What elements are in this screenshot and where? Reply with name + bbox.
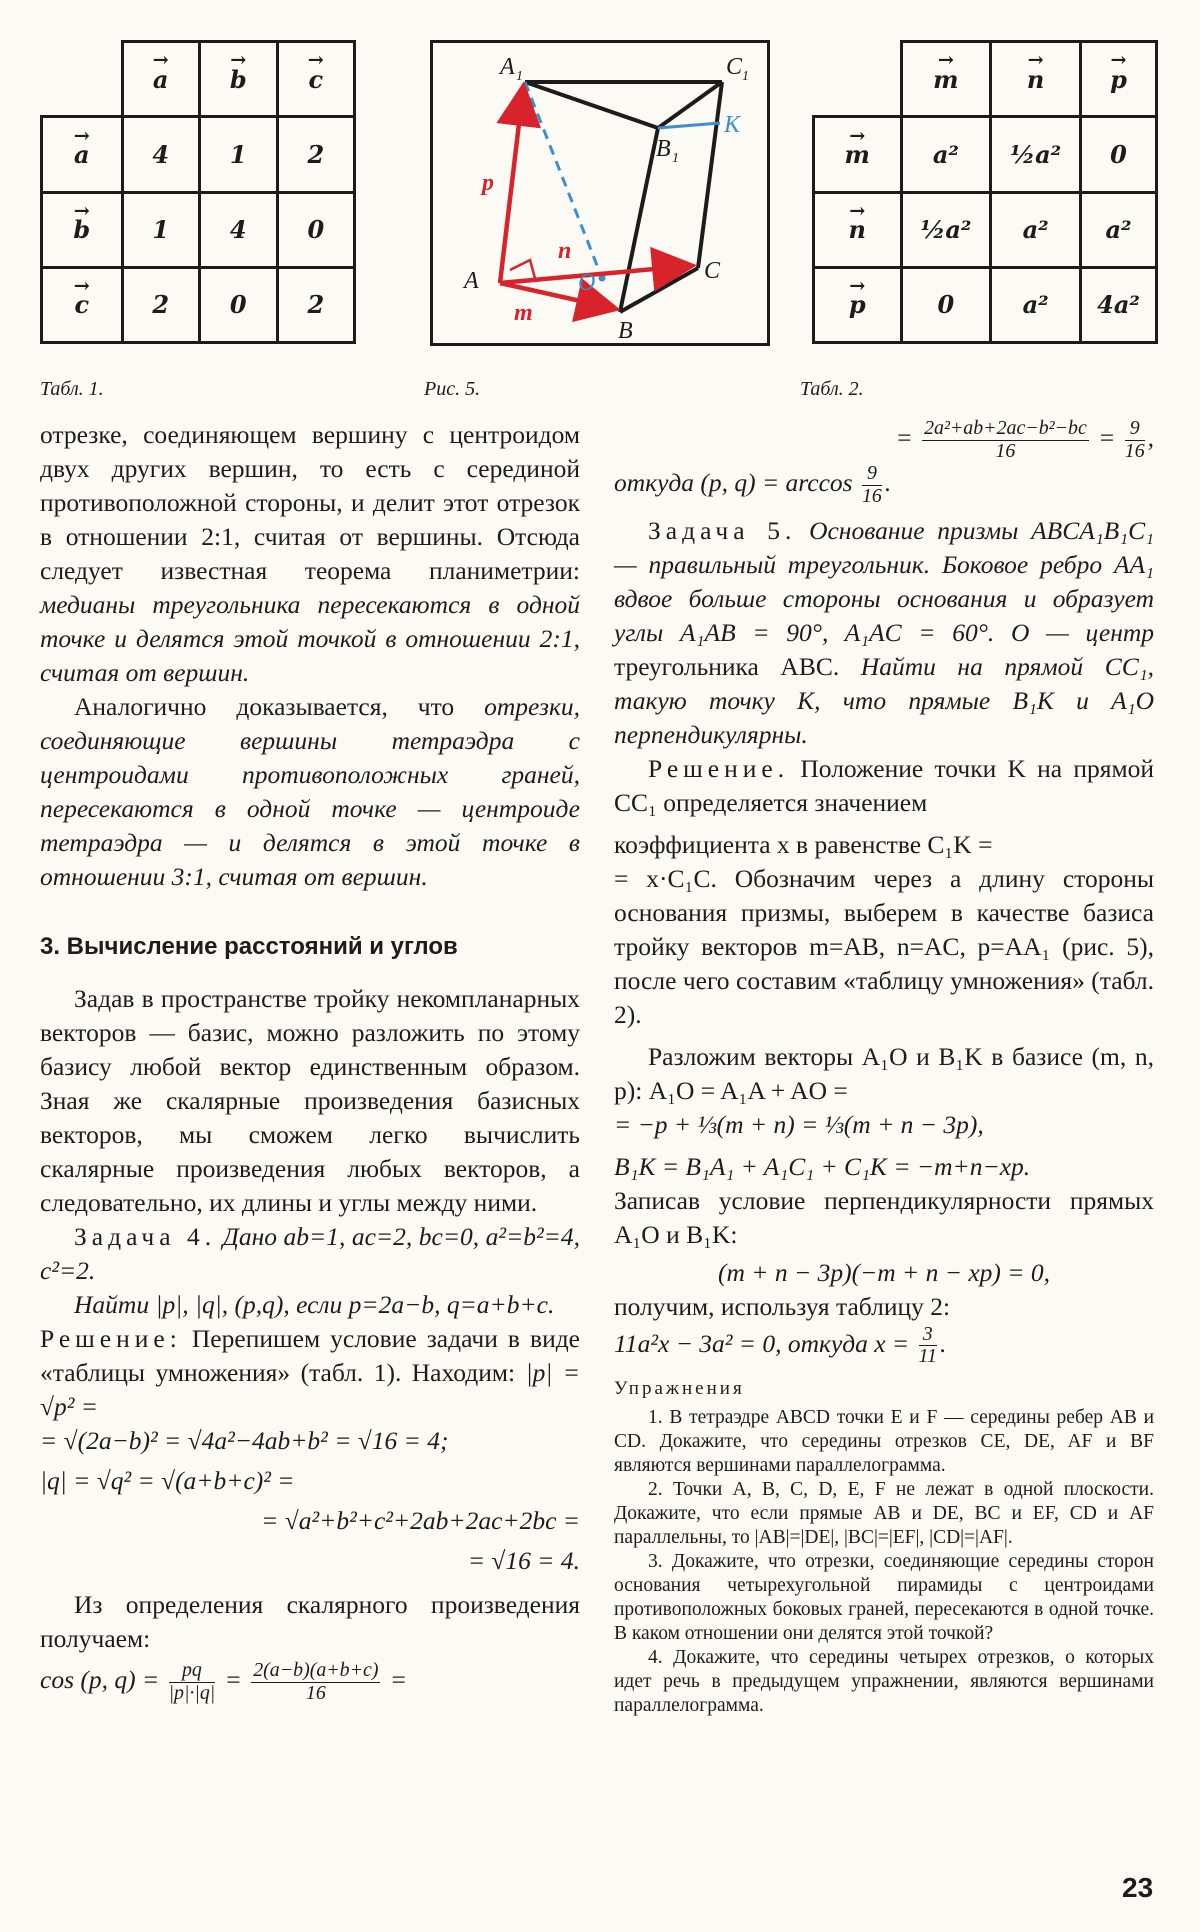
right-paragraph-5: Разложим векторы A₁O и B₁K в базисе (m, n, p): A₁O = A₁A + AO =	[614, 1041, 1154, 1105]
vector-p	[500, 90, 523, 283]
task-5-base: треугольника ABC.	[614, 651, 840, 681]
t2-cell: a²	[991, 192, 1081, 267]
equation-8-num: 9	[862, 463, 882, 486]
t2-row-label: → n	[849, 215, 866, 244]
t2-cell: a²	[1081, 192, 1157, 267]
equation-12: 11a²x − 3a² = 0, откуда x =	[614, 1328, 910, 1358]
task-5-label: Задача 5.	[648, 515, 797, 545]
equation-6-lhs: cos (p, q) =	[40, 1665, 160, 1695]
t1-cell: 1	[122, 192, 199, 267]
t2-cell: 4a²	[1081, 267, 1157, 342]
t2-cell: ½a²	[991, 117, 1081, 192]
equation-7-den: 16	[995, 439, 1016, 462]
equation-12-num: 3	[919, 1324, 937, 1347]
equation-5: = √16 = 4.	[467, 1546, 580, 1575]
exercise-2: 2. Точки A, B, C, D, E, F не лежат в одной плоскости. Докажите, что если прямые AB и DE, BC и EF, CD и AF параллельны, то |AB|=|DE|, |BC|=|EF|, |CD|=|AF|.	[614, 1479, 1154, 1549]
figure-5	[430, 40, 770, 346]
exercise-4: 4. Докажите, что середины четырех отрезков, о которых идет речь в предыдущем упражнении, являются вершинами параллелограмма.	[614, 1647, 1154, 1717]
equation-6-end: =	[389, 1665, 408, 1695]
t1-row-label: → c	[74, 290, 89, 319]
right-column: = $\frac{\text{2a²+ab+2ac−b²−bc}}{16}$ = $\frac{9}{16}$ , откуда (p, q) = arccos $\frac{9}{16}$ . Задача 5. Основание призмы ABCA₁B₁C₁ — правильный треугольник. Боковое ребро AA₁ вдвое больше стороны основания и образует углы A₁AB = 90°, A₁AC = 60°. O — центр треугольника ABC. Найти на прямой CC₁, такую точку K, что прямые B₁K и A₁O перпендикулярны. Решение. Положение точки K на прямой CC₁ определяется значением коэффициента x в равенстве C₁K = = x·C₁C. Обозначим через a длину стороны основания призмы, выберем в качестве базиса тройку векторов m=AB, n=AC, p=AA₁ (рис. 5), после чего составим «таблицу умножения» (табл. 2). Разложим векторы A₁O и B₁K в базисе (m, n, p): A₁O = A₁A + AO = = −p + ⅓(m + n) = ⅓(m + n − 3p), B₁K = B₁A₁ + A₁C₁ + C₁K = −m+n−xp. Записав условие перпендикулярности прямых A₁O и B₁K: (m + n − 3p)(−m + n − xp) = 0, получим, используя таблицу 2: 11a²x − 3a² = 0, откуда x = $\frac{3}{11}$ . Упражнения 1. В тетраэдре ABCD точки E и F — середины ребер AB и CD. Докажите, что середины отрезков CE, DE, AF и BF являются вершинами параллелограмма. 2. Точки A, B, C, D, E, F не лежат в одной плоскости. Докажите, что если прямые AB и DE, BC и EF, CD и AF параллельны, то |AB|=|DE|, |BC|=|EF|, |CD|=|AF|. 3. Докажите, что отрезки, соединяющие середины сторон основания четырехугольной пирамиды с центроидами противоположных боковых граней, пересекаются в одной точке. В каком отношении они делятся этой точкой? 4. Докажите, что середины четырех отрезков, о которых идет речь в предыдущем упражнении, являются вершинами параллелограмма.	[614, 417, 1155, 1717]
left-paragraph-3: Задав в пространстве тройку некомпланарных векторов — базис, можно разложить по этому базису любой вектор единственным образом. Зная же скалярные произведения базисных векторов, мы сможем легко вычислить скалярные произведения любых векторов, а следовательно, их длины и углы между ними.	[40, 984, 580, 1217]
equation-10: B₁K = B₁A₁ + A₁C₁ + C₁K = −m+n−xp.	[614, 1151, 1031, 1181]
left-paragraph-1: отрезке, соединяющем вершину с центроидом двух других вершин, то есть с серединой противоположной стороны, и делит этот отрезок в отношении 2:1, считая от вершины. Отсюда следует известная теорема планиметрии:	[40, 420, 580, 585]
equation-7-num: 2a²+ab+2ac−b²−bc	[924, 417, 1087, 439]
table-1-caption: Табл. 1.	[40, 378, 104, 400]
task-5-find: Найти на прямой CC₁, такую точку K, что прямые B₁K и A₁O перпендикулярны.	[614, 651, 1154, 749]
solution-5-text: Положение точки K на прямой CC₁ определяется значением	[614, 753, 1154, 817]
equation-6-frac1-num: pq	[169, 1660, 216, 1683]
solution-4-label: Решение:	[40, 1324, 182, 1353]
task-5-text: Основание призмы ABCA₁B₁C₁ — правильный треугольник. Боковое ребро AA₁ вдвое больше стороны основания и образует углы	[614, 515, 1154, 647]
section-heading: 3. Вычисление расстояний и углов	[40, 933, 458, 960]
right-paragraph-7: получим, используя таблицу 2:	[614, 1291, 951, 1321]
solution-5-label: Решение.	[648, 753, 790, 783]
edge-b1b	[620, 128, 658, 312]
label-k: K	[724, 112, 741, 138]
left-paragraph-2: Аналогично доказывается, что	[74, 692, 455, 721]
label-c: C	[704, 258, 721, 284]
t2-cell: a²	[901, 117, 991, 192]
task-4-label: Задача 4.	[74, 1222, 217, 1251]
label-a1: A	[500, 54, 515, 80]
exercises-heading: Упражнения	[614, 1378, 745, 1400]
t1-cell: 2	[122, 267, 199, 342]
t2-cell: 0	[901, 267, 991, 342]
label-vector-p: p	[482, 170, 494, 196]
t2-header-p: → p	[1110, 65, 1127, 94]
equation-2: = √(2a−b)² = √4a²−4ab+b² = √16 = 4;	[40, 1426, 449, 1455]
equation-8-den: 16	[861, 484, 882, 507]
equation-7-result-num: 9	[1125, 418, 1145, 441]
equation-4: = √a²+b²+c²+2ab+2ac+2bc =	[261, 1506, 580, 1535]
edge-c1c	[698, 82, 722, 268]
t2-cell: ½a²	[901, 192, 991, 267]
t1-row-label: → a	[74, 140, 90, 169]
solution-5-text-2: коэффициента x в равенстве C₁K =	[614, 829, 993, 859]
t1-cell: 4	[199, 192, 277, 267]
centroid-theorem: отрезки, соединяющие вершины тетраэдра с центроидами противоположных граней, пересекаются в одной точке — центроиде тетраэдра — и делятся в этой точке в отношении 3:1, считая от вершин.	[40, 692, 581, 891]
t1-header-a: → a	[153, 65, 169, 94]
t2-cell: 0	[1081, 117, 1157, 192]
label-b: B	[618, 318, 633, 344]
t1-header-c: → c	[308, 65, 323, 94]
t2-header-m: → m	[933, 65, 958, 94]
label-c1-sub: 1	[742, 69, 749, 84]
equation-6-frac1-den: |p|·|q|	[168, 1681, 216, 1704]
equation-12-den: 11	[918, 1345, 937, 1368]
median-theorem: медианы треугольника пересекаются в одной точке и делятся этой точкой в отношении 2:1, считая от вершин.	[40, 590, 580, 687]
label-b1-sub: 1	[672, 151, 679, 166]
t2-row-label: → p	[849, 290, 866, 319]
task-4-text: Дано ab=1, ac=2, bc=0, a²=b²=4, c²=2.	[40, 1222, 581, 1285]
label-a1-sub: 1	[516, 69, 523, 84]
t1-cell: 2	[277, 267, 354, 342]
t1-row-label: → b	[73, 215, 90, 244]
right-paragraph-6: Записав условие перпендикулярности прямых A₁O и B₁K:	[614, 1185, 1154, 1249]
edge-b1c1	[658, 82, 722, 128]
t2-header-n: → n	[1027, 65, 1044, 94]
equation-1: |p| = √p² =	[40, 1358, 580, 1421]
t1-cell: 0	[277, 192, 354, 267]
t1-cell: 4	[122, 117, 199, 192]
left-column: отрезке, соединяющем вершину с центроидом двух других вершин, то есть с серединой противоположной стороны, и делит этот отрезок в отношении 2:1, считая от вершины. Отсюда следует известная теорема планиметрии: медианы треугольника пересекаются в одной точке и делятся этой точкой в отношении 2:1, считая от вершин. Аналогично доказывается, что отрезки, соединяющие вершины тетраэдра с центроидами противоположных граней, пересекаются в одной точке — центроиде тетраэдра — и делятся в этой точке в отношении 3:1, считая от вершин. 3. Вычисление расстояний и углов Задав в пространстве тройку некомпланарных векторов — базис, можно разложить по этому базису любой вектор единственным образом. Зная же скалярные произведения базисных векторов, мы сможем легко вычислить скалярные произведения любых векторов, а следовательно, их длины и углы между ними. Задача 4. Дано ab=1, ac=2, bc=0, a²=b²=4, c²=2. Найти |p|, |q|, (p,q), если p=2a−b, q=a+b+c. Решение: Перепишем условие задачи в виде «таблицы умножения» (табл. 1). Находим: |p| = √p² = = √(2a−b)² = √4a²−4ab+b² = √16 = 4; |q| = √q² = √(a+b+c)² = = √a²+b²+c²+2ab+2ac+2bc = = √16 = 4. Из определения скалярного произведения получаем: cos (p, q) = $\frac{pq}{|p|\cdot|q|}$ = $\frac{2(a-b)(a+b+c)}{16}$ =	[40, 420, 581, 1704]
t1-cell: 0	[199, 267, 277, 342]
t1-header-b: → b	[230, 65, 247, 94]
label-b1: B	[656, 136, 671, 162]
edge-bc	[620, 268, 698, 312]
equation-6-frac2-den: 16	[305, 1681, 326, 1704]
solution-5-text-3: = x·C₁C. Обозначим через a длину стороны основания призмы, выберем в качестве базиса тройку векторов m=AB, n=AC, p=AA₁ (рис. 5), после чего составим «таблицу умножения» (табл. 2).	[614, 863, 1154, 1029]
label-vector-m: m	[514, 300, 533, 326]
t2-row-label: → m	[845, 140, 870, 169]
table-2	[812, 40, 1158, 344]
label-c1: C	[726, 54, 743, 80]
equation-3: |q| = √q² = √(a+b+c)² =	[40, 1466, 295, 1495]
equation-11: (m + n − 3p)(−m + n − xp) = 0,	[718, 1257, 1050, 1287]
t1-cell: 1	[199, 117, 277, 192]
task-4-find: Найти |p|, |q|, (p,q), если p=2a−b, q=a+b+c.	[74, 1290, 555, 1319]
table-1	[40, 40, 356, 344]
equation-9: = −p + ⅓(m + n) = ⅓(m + n − 3p),	[614, 1109, 984, 1139]
left-paragraph-4: Из определения скалярного произведения получаем:	[40, 1590, 580, 1653]
figure-5-caption: Рис. 5.	[424, 378, 481, 400]
page-number: 23	[1122, 1872, 1154, 1903]
equation-8: откуда (p, q) = arccos	[614, 467, 853, 497]
edge-a1b1	[525, 82, 658, 128]
t1-cell: 2	[277, 117, 354, 192]
label-o: O	[578, 270, 596, 296]
equation-7-result-den: 16	[1124, 439, 1145, 462]
equation-6-frac2-num: 2(a−b)(a+b+c)	[253, 1659, 379, 1681]
table-2-caption: Табл. 2.	[800, 378, 864, 400]
label-vector-n: n	[558, 238, 572, 264]
label-a: A	[464, 268, 479, 294]
exercise-3: 3. Докажите, что отрезки, соединяющие середины сторон основания четырехугольной пирамиды с центроидами противоположных боковых граней, пересекаются в одной точке. В каком отношении они делятся этой точкой?	[614, 1551, 1154, 1645]
exercise-1: 1. В тетраэдре ABCD точки E и F — середины ребер AB и CD. Докажите, что середины отрезков CE, DE, AF и BF являются вершинами параллелограмма.	[614, 1407, 1154, 1477]
t2-cell: a²	[991, 267, 1081, 342]
solution-4-text: Перепишем условие задачи в виде «таблицы умножения» (табл. 1). Находим:	[40, 1324, 581, 1387]
task-5-angles: A₁AB = 90°, A₁AC = 60°. O — центр	[680, 617, 1155, 647]
